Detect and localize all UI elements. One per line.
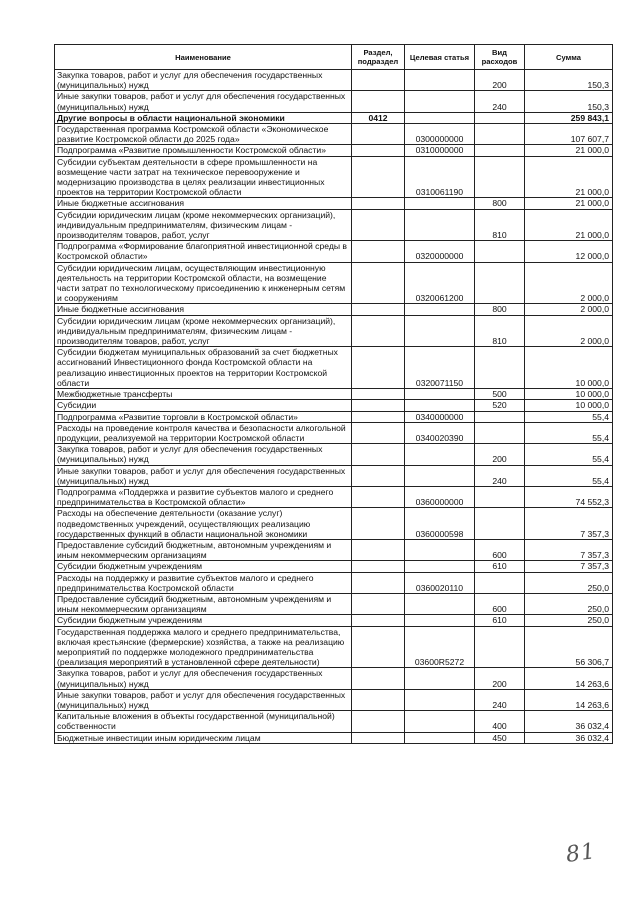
- row-sum-cell: 150,3: [525, 70, 613, 91]
- row-type-cell: 800: [475, 198, 525, 209]
- row-sum-cell: 56 306,7: [525, 626, 613, 668]
- row-sum-cell: 10 000,0: [525, 400, 613, 411]
- row-article-cell: [405, 689, 475, 710]
- page-number: 81: [564, 839, 598, 868]
- row-type-cell: 200: [475, 668, 525, 689]
- row-type-cell: 610: [475, 615, 525, 626]
- row-name-cell: Субсидии субъектам деятельности в сфере промышленности на возмещение части затрат на техническое перевооружение и модернизацию производства в целях реализации инвестиционных проектов на территории Костромской области: [55, 156, 352, 198]
- row-article-cell: [405, 539, 475, 560]
- row-sum-cell: 259 843,1: [525, 112, 613, 123]
- row-type-cell: [475, 508, 525, 540]
- table-row: [55, 411, 613, 422]
- row-type-cell: [475, 347, 525, 389]
- row-sum-cell: 10 000,0: [525, 389, 613, 400]
- row-sum-cell: 74 552,3: [525, 486, 613, 507]
- row-section-cell: [352, 347, 405, 389]
- table-row: [55, 262, 613, 304]
- row-name-cell: Предоставление субсидий бюджетным, автономным учреждениям и иным некоммерческим организациям: [55, 593, 352, 614]
- row-name-cell: Другие вопросы в области национальной экономики: [55, 112, 352, 123]
- row-section-cell: [352, 668, 405, 689]
- row-section-cell: [352, 465, 405, 486]
- row-name-cell: Субсидии бюджетам муниципальных образований за счет бюджетных ассигнований Инвестиционного фонда Костромской области на реализацию инвестиционных проектов на территории Костромской области: [55, 347, 352, 389]
- row-article-cell: 0300000000: [405, 124, 475, 145]
- row-name-cell: Межбюджетные трансферты: [55, 389, 352, 400]
- row-article-cell: [405, 615, 475, 626]
- row-name-cell: Предоставление субсидий бюджетным, автономным учреждениям и иным некоммерческим организациям: [55, 539, 352, 560]
- row-sum-cell: 21 000,0: [525, 145, 613, 156]
- row-section-cell: [352, 422, 405, 443]
- row-article-cell: [405, 561, 475, 572]
- row-section-cell: [352, 444, 405, 465]
- row-article-cell: [405, 732, 475, 743]
- row-sum-cell: 2 000,0: [525, 315, 613, 347]
- row-section-cell: [352, 732, 405, 743]
- row-section-cell: [352, 315, 405, 347]
- row-name-cell: Иные закупки товаров, работ и услуг для обеспечения государственных (муниципальных) нужд: [55, 465, 352, 486]
- row-section-cell: [352, 486, 405, 507]
- table-row: [55, 593, 613, 614]
- row-type-cell: [475, 626, 525, 668]
- row-article-cell: 0320061200: [405, 262, 475, 304]
- row-section-cell: [352, 70, 405, 91]
- table-row: [55, 615, 613, 626]
- table-row: [55, 145, 613, 156]
- row-sum-cell: 55,4: [525, 422, 613, 443]
- table-row: [55, 444, 613, 465]
- row-sum-cell: 10 000,0: [525, 347, 613, 389]
- table-row: [55, 389, 613, 400]
- row-article-cell: [405, 711, 475, 732]
- row-type-cell: [475, 145, 525, 156]
- row-sum-cell: 55,4: [525, 465, 613, 486]
- row-article-cell: [405, 315, 475, 347]
- row-name-cell: Субсидии бюджетным учреждениям: [55, 561, 352, 572]
- row-section-cell: [352, 561, 405, 572]
- table-row: [55, 689, 613, 710]
- row-type-cell: 500: [475, 389, 525, 400]
- table-row: [55, 304, 613, 315]
- table-row: [55, 711, 613, 732]
- row-type-cell: 240: [475, 689, 525, 710]
- row-type-cell: 240: [475, 465, 525, 486]
- row-type-cell: 450: [475, 732, 525, 743]
- table-row: [55, 315, 613, 347]
- row-section-cell: [352, 400, 405, 411]
- row-article-cell: [405, 198, 475, 209]
- row-section-cell: [352, 262, 405, 304]
- table-row: [55, 508, 613, 540]
- table-row: [55, 561, 613, 572]
- table-row: [55, 124, 613, 145]
- table-row: [55, 91, 613, 112]
- table-row: [55, 112, 613, 123]
- row-name-cell: Подпрограмма «Поддержка и развитие субъектов малого и среднего предпринимательства в Костромской области»: [55, 486, 352, 507]
- table-row: [55, 400, 613, 411]
- row-type-cell: [475, 411, 525, 422]
- row-section-cell: [352, 91, 405, 112]
- table-row: [55, 486, 613, 507]
- row-name-cell: Государственная поддержка малого и среднего предпринимательства, включая крестьянские (фермерские) хозяйства, а также на реализацию мероприятий по поддержке молодежного предпринимательства (реализация мероприятий в установленной сфере деятельности): [55, 626, 352, 668]
- row-section-cell: [352, 626, 405, 668]
- table-row: [55, 241, 613, 262]
- row-name-cell: Субсидии юридическим лицам (кроме некоммерческих организаций), индивидуальным предпринимателям, физическим лицам - производителям товаров, работ, услуг: [55, 315, 352, 347]
- row-sum-cell: 12 000,0: [525, 241, 613, 262]
- row-article-cell: [405, 444, 475, 465]
- row-name-cell: Иные закупки товаров, работ и услуг для обеспечения государственных (муниципальных) нужд: [55, 689, 352, 710]
- row-sum-cell: 107 607,7: [525, 124, 613, 145]
- row-article-cell: [405, 389, 475, 400]
- table-row: [55, 156, 613, 198]
- row-type-cell: 400: [475, 711, 525, 732]
- table-row: [55, 422, 613, 443]
- row-section-cell: [352, 593, 405, 614]
- row-article-cell: [405, 593, 475, 614]
- row-article-cell: 0320071150: [405, 347, 475, 389]
- table-row: [55, 732, 613, 743]
- row-sum-cell: 36 032,4: [525, 732, 613, 743]
- row-type-cell: 600: [475, 539, 525, 560]
- row-sum-cell: 2 000,0: [525, 304, 613, 315]
- row-name-cell: Подпрограмма «Формирование благоприятной инвестиционной среды в Костромской области»: [55, 241, 352, 262]
- row-type-cell: 810: [475, 315, 525, 347]
- row-sum-cell: 150,3: [525, 91, 613, 112]
- row-article-cell: 0360000598: [405, 508, 475, 540]
- row-section-cell: [352, 508, 405, 540]
- row-name-cell: Закупка товаров, работ и услуг для обеспечения государственных (муниципальных) нужд: [55, 668, 352, 689]
- row-article-cell: [405, 91, 475, 112]
- table-row: [55, 539, 613, 560]
- table-row: [55, 465, 613, 486]
- row-name-cell: Субсидии: [55, 400, 352, 411]
- row-type-cell: 200: [475, 444, 525, 465]
- row-type-cell: [475, 422, 525, 443]
- row-sum-cell: 14 263,6: [525, 689, 613, 710]
- row-sum-cell: 55,4: [525, 411, 613, 422]
- row-section-cell: [352, 615, 405, 626]
- header-sum: Сумма: [525, 45, 613, 70]
- row-sum-cell: 7 357,3: [525, 561, 613, 572]
- row-name-cell: Капитальные вложения в объекты государственной (муниципальной) собственности: [55, 711, 352, 732]
- row-type-cell: [475, 486, 525, 507]
- row-section-cell: [352, 411, 405, 422]
- row-section-cell: [352, 156, 405, 198]
- row-sum-cell: 21 000,0: [525, 209, 613, 241]
- row-type-cell: [475, 156, 525, 198]
- table-body: [55, 70, 613, 744]
- row-name-cell: Подпрограмма «Развитие торговли в Костромской области»: [55, 411, 352, 422]
- row-article-cell: 0310000000: [405, 145, 475, 156]
- row-article-cell: [405, 209, 475, 241]
- row-article-cell: 0310061190: [405, 156, 475, 198]
- row-section-cell: [352, 689, 405, 710]
- header-article: Целевая статья: [405, 45, 475, 70]
- row-name-cell: Иные закупки товаров, работ и услуг для обеспечения государственных (муниципальных) нужд: [55, 91, 352, 112]
- row-name-cell: Субсидии юридическим лицам, осуществляющим инвестиционную деятельность на территории Костромской области, на возмещение части затрат по технологическому присоединению к инженерным сетям и сооружениям: [55, 262, 352, 304]
- row-sum-cell: 14 263,6: [525, 668, 613, 689]
- table-row: [55, 572, 613, 593]
- row-article-cell: [405, 668, 475, 689]
- row-name-cell: Субсидии бюджетным учреждениям: [55, 615, 352, 626]
- row-sum-cell: 2 000,0: [525, 262, 613, 304]
- row-name-cell: Закупка товаров, работ и услуг для обеспечения государственных (муниципальных) нужд: [55, 444, 352, 465]
- row-article-cell: 0340020390: [405, 422, 475, 443]
- row-section-cell: [352, 124, 405, 145]
- row-sum-cell: 250,0: [525, 572, 613, 593]
- row-name-cell: Закупка товаров, работ и услуг для обеспечения государственных (муниципальных) нужд: [55, 70, 352, 91]
- row-name-cell: Иные бюджетные ассигнования: [55, 304, 352, 315]
- row-sum-cell: 21 000,0: [525, 156, 613, 198]
- table-row: [55, 626, 613, 668]
- row-sum-cell: 21 000,0: [525, 198, 613, 209]
- row-type-cell: 610: [475, 561, 525, 572]
- row-type-cell: 600: [475, 593, 525, 614]
- row-section-cell: [352, 304, 405, 315]
- row-article-cell: 0360000000: [405, 486, 475, 507]
- row-section-cell: [352, 389, 405, 400]
- row-section-cell: [352, 145, 405, 156]
- row-sum-cell: 55,4: [525, 444, 613, 465]
- row-article-cell: 0360020110: [405, 572, 475, 593]
- table-row: [55, 209, 613, 241]
- row-article-cell: [405, 70, 475, 91]
- row-section-cell: [352, 539, 405, 560]
- row-type-cell: 800: [475, 304, 525, 315]
- row-type-cell: 520: [475, 400, 525, 411]
- row-type-cell: [475, 262, 525, 304]
- table-header-row: [55, 45, 613, 70]
- row-type-cell: 240: [475, 91, 525, 112]
- row-name-cell: Государственная программа Костромской области «Экономическое развитие Костромской области до 2025 года»: [55, 124, 352, 145]
- row-article-cell: [405, 400, 475, 411]
- row-type-cell: [475, 112, 525, 123]
- table-row: [55, 198, 613, 209]
- table-row: [55, 347, 613, 389]
- table-row: [55, 668, 613, 689]
- row-name-cell: Расходы на проведение контроля качества и безопасности алкогольной продукции, реализуемой на территории Костромской области: [55, 422, 352, 443]
- row-section-cell: 0412: [352, 112, 405, 123]
- row-article-cell: 0320000000: [405, 241, 475, 262]
- row-article-cell: 0340000000: [405, 411, 475, 422]
- row-section-cell: [352, 241, 405, 262]
- header-section: Раздел, подраздел: [352, 45, 405, 70]
- row-section-cell: [352, 198, 405, 209]
- header-type: Вид расходов: [475, 45, 525, 70]
- row-section-cell: [352, 209, 405, 241]
- row-type-cell: [475, 241, 525, 262]
- row-name-cell: Расходы на поддержку и развитие субъектов малого и среднего предпринимательства Костромской области: [55, 572, 352, 593]
- row-article-cell: 03600R5272: [405, 626, 475, 668]
- row-section-cell: [352, 711, 405, 732]
- row-sum-cell: 7 357,3: [525, 508, 613, 540]
- row-sum-cell: 7 357,3: [525, 539, 613, 560]
- budget-table: [54, 44, 613, 744]
- row-type-cell: 810: [475, 209, 525, 241]
- table-row: [55, 70, 613, 91]
- row-article-cell: [405, 304, 475, 315]
- row-sum-cell: 36 032,4: [525, 711, 613, 732]
- row-type-cell: 200: [475, 70, 525, 91]
- row-type-cell: [475, 124, 525, 145]
- row-name-cell: Субсидии юридическим лицам (кроме некоммерческих организаций), индивидуальным предпринимателям, физическим лицам - производителям товаров, работ, услуг: [55, 209, 352, 241]
- row-type-cell: [475, 572, 525, 593]
- row-article-cell: [405, 465, 475, 486]
- row-article-cell: [405, 112, 475, 123]
- row-sum-cell: 250,0: [525, 615, 613, 626]
- row-name-cell: Иные бюджетные ассигнования: [55, 198, 352, 209]
- row-sum-cell: 250,0: [525, 593, 613, 614]
- row-name-cell: Бюджетные инвестиции иным юридическим лицам: [55, 732, 352, 743]
- row-name-cell: Подпрограмма «Развитие промышленности Костромской области»: [55, 145, 352, 156]
- row-section-cell: [352, 572, 405, 593]
- row-name-cell: Расходы на обеспечение деятельности (оказание услуг) подведомственных учреждений, осуществляющих реализацию государственных функций в области национальной экономики: [55, 508, 352, 540]
- header-name: Наименование: [55, 45, 352, 70]
